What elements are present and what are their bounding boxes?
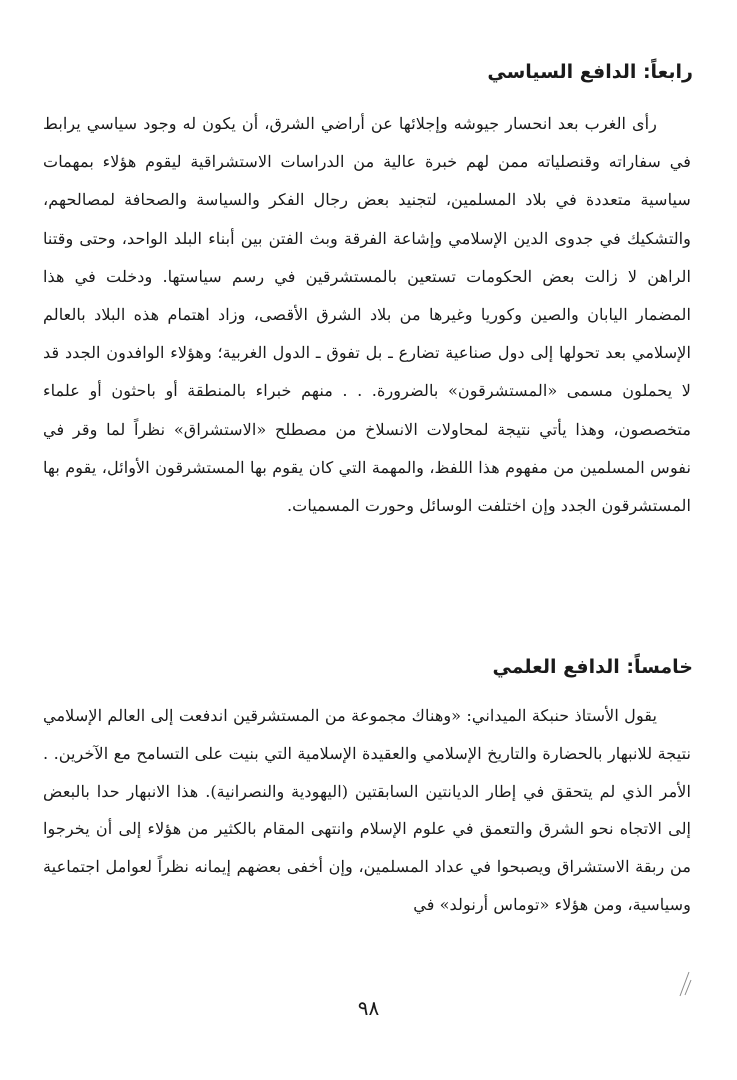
section-heading-scientific-motive: خامساً: الدافع العلمي bbox=[492, 656, 693, 678]
section-paragraph-scientific-motive: يقول الأستاذ حنبكة الميداني: «وهناك مجموعة من المستشرقين اندفعت إلى العالم الإسلامي نتيجة للانبهار بالحضارة والتاريخ الإسلامي والعقيدة الإسلامية التي بنيت على التسامح مع الآخرين. . الأمر الذي لم يتحقق في إطار الديانتين السابقتين (اليهودية والنصرانية). هذا الانبهار حدا بالبعض إلى الاتجاه نحو الشرق والتعمق في علوم الإسلام وانتهى المقام بالكثير من هؤلاء إلى أن يخرجوا من ربقة الاستشراق ويصبحوا في عداد المسلمين، وإن أخفى بعضهم إيمانه نظراً لعوامل اجتماعية وسياسية، ومن هؤلاء «توماس أرنولد» في bbox=[43, 706, 691, 914]
page-number: ٩٨ bbox=[357, 996, 380, 1020]
margin-pencil-mark bbox=[676, 968, 694, 998]
section-paragraph-political-motive: رأى الغرب بعد انحسار جيوشه وإجلائها عن أراضي الشرق، أن يكون له وجود سياسي يرابط في سفاراته وقنصلياته ممن لهم خبرة عالية من الدراسات الاستشراقية ليقوم هؤلاء بمهمات سياسية متعددة في بلاد المسلمين، لتجنيد بعض رجال الفكر والسياسة والصحافة لمصالحهم، والتشكيك في جدوى الدين الإسلامي وإشاعة الفرقة وبث الفتن بين أبناء البلد الواحد، وحتى وقتنا الراهن لا زالت بعض الحكومات تستعين بالمستشرقين في رسم سياستها. ودخلت في هذا المضمار اليابان والصين وكوريا وغيرها من بلاد الشرق الأقصى، وزاد اهتمام هذه البلاد بالعالم الإسلامي بعد تحولها إلى دول صناعية تضارع ـ بل تفوق ـ الدول الغربية؛ وهؤلاء الوافدون الجدد قد لا يحملون مسمى «المستشرقون» بالضرورة. . . منهم خبراء بالمنطقة أو باحثون أو علماء متخصصون، وهذا يأتي نتيجة لمحاولات الانسلاخ من مصطلح «الاستشراق» نظراً لما وقر في نفوس المسلمين من مفهوم هذا اللفظ، والمهمة التي كان يقوم بها المستشرقون الأوائل، يقوم بها المستشرقون الجدد وإن اختلفت الوسائل وحورت المسميات. bbox=[43, 114, 691, 516]
section-heading-political-motive: رابعاً: الدافع السياسي bbox=[487, 61, 693, 83]
